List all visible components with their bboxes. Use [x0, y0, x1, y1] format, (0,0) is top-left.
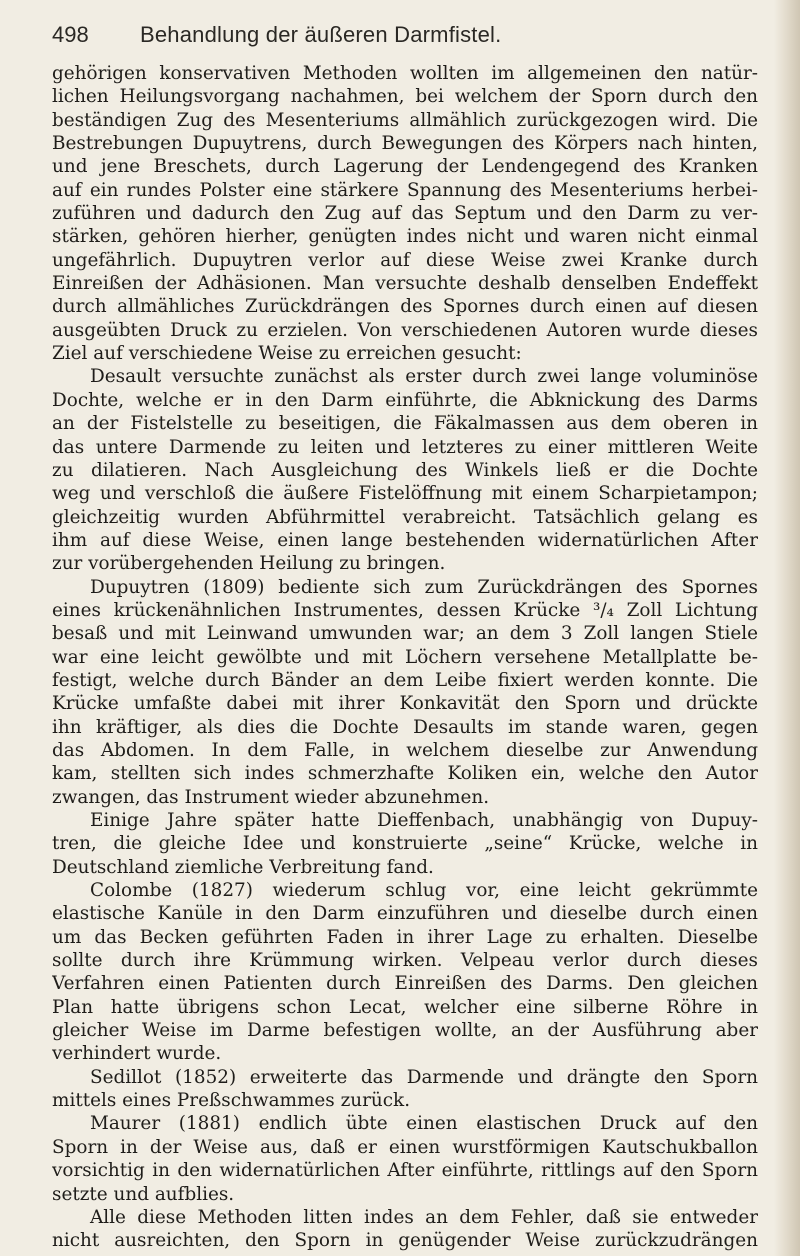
- text-line: zu dilatieren. Nach Ausgleichung des Winkels ließ er die Dochte: [52, 459, 758, 481]
- text-line: durch allmähliches Zurückdrängen des Spornes durch einen auf diesen: [52, 296, 758, 318]
- text-line: elastische Kanüle in den Darm einzuführen und dieselbe durch einen: [52, 903, 758, 925]
- text-line: auf ein rundes Polster eine stärkere Spannung des Mesenteriums herbei-: [52, 179, 758, 201]
- text-line: Einige Jahre später hatte Dieffenbach, unabhängig von Dupuy-: [90, 810, 758, 831]
- text-line: zwangen, das Instrument wieder abzunehmen.: [52, 786, 490, 808]
- text-line: festigt, welche durch Bänder an dem Leibe fixiert werden konnte. Die: [52, 669, 758, 691]
- page-edge-shadow: [774, 0, 800, 1256]
- text-line: Plan hatte übrigens schon Lecat, welcher eine silberne Röhre in: [52, 996, 758, 1018]
- text-line: tren, die gleiche Idee und konstruierte „seine“ Krücke, welche in: [52, 833, 758, 855]
- text-line: Dupuytren (1809) bediente sich zum Zurückdrängen des Spornes: [90, 576, 758, 598]
- text-line: Deutschland ziemliche Verbreitung fand.: [52, 856, 434, 878]
- text-line: sollte durch ihre Krümmung wirken. Velpeau verlor durch dieses: [52, 950, 758, 972]
- text-line: Sporn in der Weise aus, daß er einen wurstförmigen Kautschukballon: [52, 1136, 758, 1158]
- running-title: Behandlung der äußeren Darmfistel.: [140, 22, 502, 47]
- text-line: stärken, gehören hierher, genügten indes nicht und waren nicht einmal: [52, 226, 758, 248]
- text-line: Verfahren einen Patienten durch Einreißen des Darms. Den gleichen: [52, 973, 758, 995]
- text-line: zur vorübergehenden Heilung zu bringen.: [52, 553, 446, 575]
- text-line: verhindert wurde.: [52, 1043, 222, 1065]
- text-line: Bestrebungen Dupuytrens, durch Bewegungen des Körpers nach hinten,: [52, 133, 758, 155]
- text-line: Einreißen der Adhäsionen. Man versuchte deshalb denselben Endeffekt: [52, 273, 758, 295]
- text-line: gleichzeitig wurden Abführmittel verabreicht. Tatsächlich gelang es: [52, 506, 758, 528]
- text-line: das untere Darmende zu leiten und letzteres zu einer mittleren Weite: [52, 436, 758, 458]
- text-line: an der Fistelstelle zu beseitigen, die Fäkalmassen aus dem oberen in: [52, 413, 758, 435]
- text-line: setzte und aufblies.: [52, 1183, 235, 1205]
- text-line: Desault versuchte zunächst als erster durch zwei lange voluminöse: [90, 366, 758, 388]
- text-line: besaß und mit Leinwand umwunden war; an dem 3 Zoll langen Stiele: [52, 623, 758, 645]
- text-line: Krücke umfaßte dabei mit ihrer Konkavität den Sporn und drückte: [52, 693, 758, 715]
- text-line: gehörigen konservativen Methoden wollten im allgemeinen den natür-: [52, 63, 758, 84]
- text-line: ihn kräftiger, als dies die Dochte Desaults im stande waren, gegen: [52, 716, 758, 738]
- text-line: gleicher Weise im Darme befestigen wollte, an der Ausführung aber: [52, 1020, 758, 1042]
- text-line: ihm auf diese Weise, einen lange bestehenden widernatürlichen After: [52, 529, 758, 551]
- text-line: war eine leicht gewölbte und mit Löchern versehene Metallplatte be-: [52, 646, 758, 668]
- text-line: um das Becken geführten Faden in ihrer Lage zu erhalten. Dieselbe: [52, 926, 758, 948]
- text-line: und jene Breschets, durch Lagerung der Lendengegend des Kranken: [52, 156, 758, 178]
- text-line: nicht ausreichten, den Sporn in genügender Weise zurückzudrängen: [52, 1230, 758, 1252]
- text-line: ungefährlich. Dupuytren verlor auf diese Weise zwei Kranke durch: [52, 249, 758, 271]
- text-line: Sedillot (1852) erweiterte das Darmende und drängte den Sporn: [90, 1066, 758, 1088]
- text-line: kam, stellten sich indes schmerzhafte Koliken ein, welche den Autor: [52, 763, 758, 785]
- text-line: Colombe (1827) wiederum schlug vor, eine leicht gekrümmte: [90, 880, 758, 902]
- text-line: Maurer (1881) endlich übte einen elastischen Druck auf den: [90, 1113, 758, 1135]
- text-line: Ziel auf verschiedene Weise zu erreichen gesucht:: [52, 343, 522, 365]
- body-text: [52, 62, 758, 1253]
- text-line: Alle diese Methoden litten indes an dem Fehler, daß sie entweder: [90, 1206, 758, 1228]
- text-line: das Abdomen. In dem Falle, in welchem dieselbe zur Anwendung: [52, 739, 758, 761]
- text-line: vorsichtig in den widernatürlichen After einführte, rittlings auf den Sporn: [52, 1160, 758, 1182]
- text-line: lichen Heilungsvorgang nachahmen, bei welchem der Sporn durch den: [52, 86, 758, 108]
- page-number: 498: [52, 22, 89, 47]
- text-line: weg und verschloß die äußere Fistelöffnung mit einem Scharpietampon;: [52, 483, 758, 505]
- text-line: mittels eines Preßschwammes zurück.: [52, 1090, 411, 1112]
- text-line: eines krückenähnlichen Instrumentes, dessen Krücke ³/₄ Zoll Lichtung: [52, 599, 758, 621]
- page-header: [52, 22, 752, 52]
- text-line: zuführen und dadurch den Zug auf das Septum und den Darm zu ver-: [52, 203, 758, 225]
- text-line: Dochte, welche er in den Darm einführte, die Abknickung des Darms: [52, 389, 758, 411]
- text-line: ausgeübten Druck zu erzielen. Von verschiedenen Autoren wurde dieses: [52, 319, 758, 341]
- text-line: beständigen Zug des Mesenteriums allmählich zurückgezogen wird. Die: [52, 109, 758, 131]
